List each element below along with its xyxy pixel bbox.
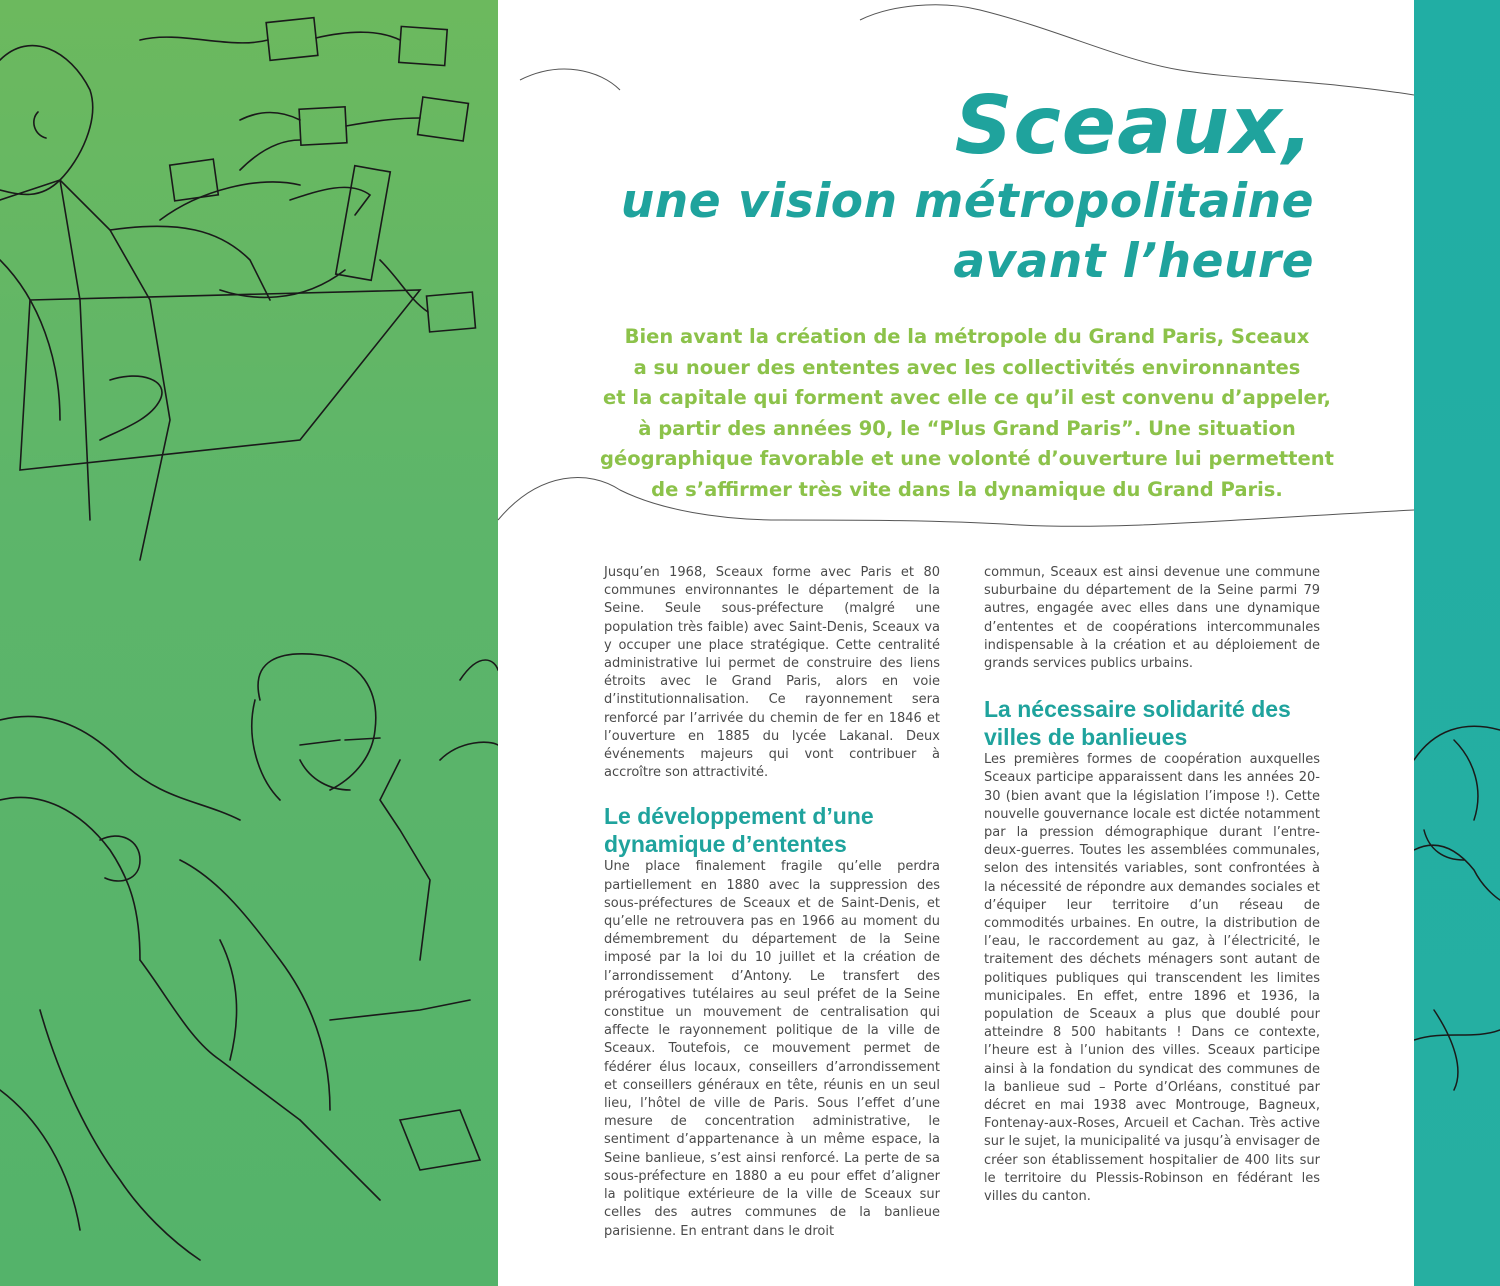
title-main: Sceaux, (954, 79, 1314, 172)
article-paragraph: Jusqu’en 1968, Sceaux forme avec Paris et 80 communes environnantes le département de la Seine. Seule sous-préfecture (malgré une population très faible) avec Saint-Denis, Sceaux va y occuper une place stratégique. Cette centralité administrative lui permet de construire des liens étroits avec le Grand Paris, alors en voie d’institutionnalisation. Ce rayonnement sera renforcé par l’arrivée du chemin de fer en 1846 et l’ouverture en 1885 du lycée Lakanal. Deux événements majeurs qui vont contribuer à accroître son attractivité. (604, 565, 940, 781)
article-paragraph: Les premières formes de coopération auxquelles Sceaux participe apparaissent dans les années 20-30 (bien avant que la législation l’impose !). Cette nouvelle gouvernance locale est dictée notamment par la pression démographique durant l’entre-deux-guerres. Toutes les assemblées communales, selon des intensités variables, sont confrontées à la nécessité de répondre aux demandes sociales et d’équiper leur territoire d’un réseau de commodités urbaines. En outre, la distribution de l’eau, le raccordement au gaz, à l’électricité, le traitement des déchets ménagers sont autant de politiques publiques qui transcendent les limites municipales. En effet, entre 1896 et 1936, la population de Sceaux a plus que doublé pour atteindre 8 500 habitants ! Dans ce contexte, l’heure est à l’union des villes. Sceaux participe ainsi à la fondation du syndicat des communes de la banlieue sud – Porte d’Orléans, constitué par décret en mai 1938 avec Montrouge, Bagneux, Fontenay-aux-Roses, Arcueil et Cachan. Très active sur le sujet, la municipalité va jusqu’à envisager de créer son établissement hospitalier de 400 lits sur le territoire du Plessis-Robinson en fédérant les villes du canton. (984, 752, 1320, 1205)
intro-line: et la capitale qui forment avec elle ce qu’il est convenu d’appeler, (603, 386, 1331, 409)
article-column-left (604, 564, 940, 1241)
article-paragraph: commun, Sceaux est ainsi devenue une commune suburbaine du département de la Seine parmi 79 autres, engagée avec elles dans une dynamique d’ententes et de coopérations intercommunales indispensable à la création et au déploiement de grands services publics urbains. (984, 565, 1320, 672)
intro-line: a su nouer des ententes avec les collectivités environnantes (633, 355, 1301, 379)
title-subtitle-line-2: avant l’heure (953, 234, 1314, 289)
article-column-right (984, 564, 1320, 1206)
page-title (621, 80, 1314, 292)
intro-line: géographique favorable et une volonté d’ouverture lui permettent (600, 447, 1334, 470)
intro-line: de s’affirmer très vite dans la dynamique du Grand Paris. (651, 477, 1283, 501)
section-heading: La nécessaire solidarité des villes de banlieues (984, 696, 1291, 751)
right-accent-panel (1414, 0, 1500, 1286)
intro-paragraph (582, 322, 1352, 505)
intro-line: à partir des années 90, le “Plus Grand Paris”. Une situation (638, 416, 1296, 440)
article-paragraph: Une place finalement fragile qu’elle perdra partiellement en 1880 avec la suppression des sous-préfectures de Sceaux et de Saint-Denis, et qu’elle ne retrouvera pas en 1966 au moment du démembrement du département de la Seine imposé par la loi du 10 juillet et la création de l’arrondissement d’Antony. Le transfert des prérogatives tutélaires au seul préfet de la Seine constitue un mouvement de centralisation qui affecte le rayonnement politique de la ville de Sceaux. Toutefois, ce mouvement permet de fédérer élus locaux, conseillers d’arrondissement et conseillers généraux en tête, réunis en un seul lieu, l’hôtel de ville de Paris. Sous l’effet d’une mesure de concentration administrative, le sentiment d’appartenance à un même espace, la Seine banlieue, s’est ainsi renforcé. La perte de sa sous-préfecture en 1880 a eu pour effet d’aligner la politique extérieure de la ville de Sceaux sur celles des autres communes de la banlieue parisienne. En entrant dans le droit (604, 859, 940, 1239)
section-heading: Le développement d’une dynamique d’ententes (604, 803, 874, 858)
intro-line: Bien avant la création de la métropole du Grand Paris, Sceaux (624, 325, 1310, 348)
right-sketch-illustration (1414, 0, 1500, 1286)
title-subtitle-line-1: une vision métropolitaine (620, 174, 1314, 229)
